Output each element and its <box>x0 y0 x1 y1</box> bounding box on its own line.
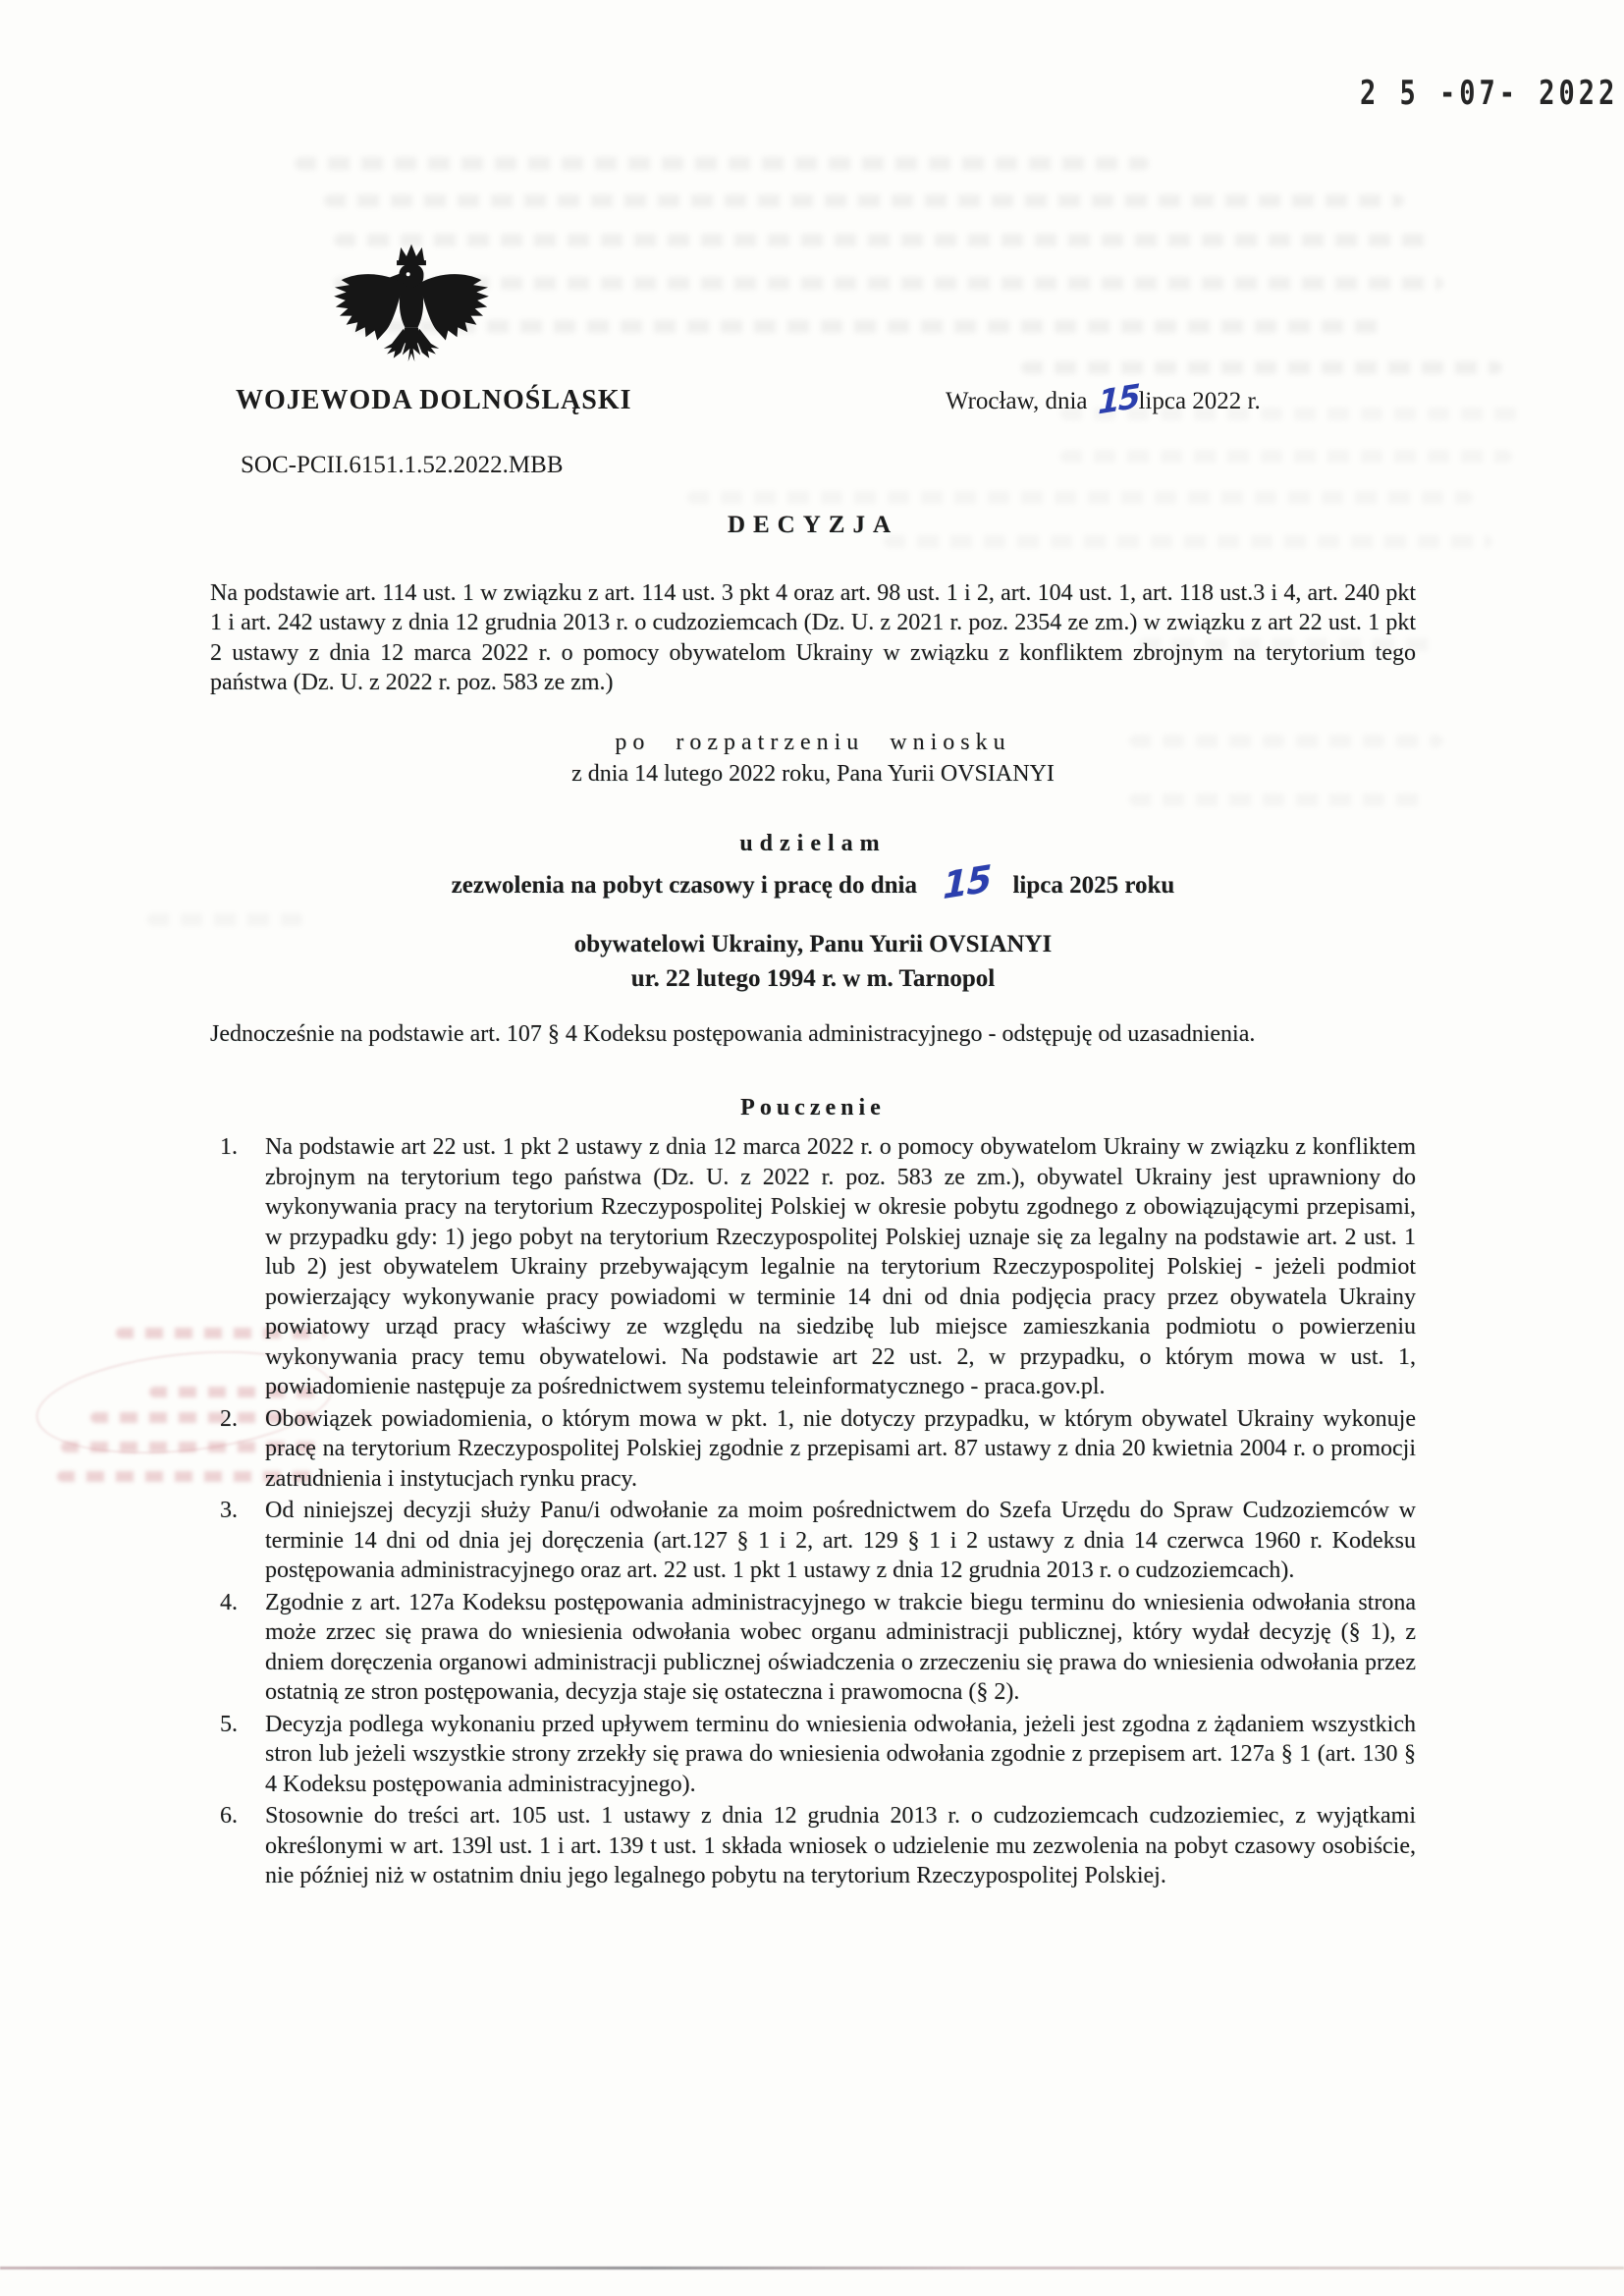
instructions-title: Pouczenie <box>740 1094 886 1121</box>
instruction-item <box>210 1710 1416 1800</box>
birth-date-line: ur. 22 lutego 1994 r. w m. Tarnopol <box>630 964 996 992</box>
place-date-line <box>946 376 1261 422</box>
bleed-through-smudge <box>324 194 1404 207</box>
instruction-item <box>210 1588 1416 1708</box>
instruction-text: Od niniejszej decyzji służy Panu/i odwołanie za moim pośrednictwem do Szefa Urzędu do Spraw Cudzoziemców w terminie 14 dni od dnia jej doręczenia (art.127 § 1 i 2, art. 129 § 1 i 2 ustawy z dnia 14 czerwca 1960 r. Kodeksu postępowania administracyjnego oraz art. 22 ust. 1 pkt 1 ustawy z dnia 12 grudnia 2013 r. o cudzoziemcach). <box>265 1498 1416 1583</box>
bleed-through-smudge <box>687 491 1473 504</box>
handwritten-expiry-day: 15 <box>942 856 992 908</box>
instruction-number: 3. <box>220 1498 238 1523</box>
scan-edge-line <box>0 2267 1624 2269</box>
justification-waiver-line: Jednocześnie na podstawie art. 107 § 4 Kodeksu postępowania administracyjnego - odstępuję od uzasadnienia. <box>210 1021 1256 1047</box>
instruction-number: 5. <box>220 1711 238 1737</box>
instruction-number: 6. <box>220 1803 238 1829</box>
instruction-text: Decyzja podlega wykonaniu przed upływem terminu do wniesienia odwołania, jeżeli jest zgodna z żądaniem wszystkich stron lub jeżeli wszystkie strony zrzekły się prawa do wniesienia odwołania zgodnie z przepisem art. 127a § 1 (art. 130 § 4 Kodeksu postępowania administracyjnego). <box>265 1711 1416 1797</box>
bleed-through-smudge <box>295 157 1149 170</box>
document-body <box>210 511 1416 1893</box>
grant-detail-line <box>210 856 1416 908</box>
bleed-through-smudge <box>334 234 1434 246</box>
bleed-through-smudge <box>334 277 1443 290</box>
polish-eagle-emblem <box>330 228 493 381</box>
bleed-through-smudge <box>1060 450 1512 463</box>
handwritten-day-of-issue: 15 <box>1097 376 1139 422</box>
instruction-text: Obowiązek powiadomienia, o którym mowa w pkt. 1, nie dotyczy przypadku, w którym obywatel Ukrainy wykonuje pracę na terytorium Rzeczypospolitej Polskiej zgodnie z przepisami art. 87 ustawy z dnia 20 kwietnia 2004 r. o promocji zatrudnienia i instytucjach rynku pracy. <box>265 1405 1416 1492</box>
grant-word-line: udzielam <box>739 830 887 856</box>
instruction-number: 1. <box>220 1134 238 1160</box>
after-review-line: po rozpatrzeniu wniosku <box>615 729 1011 755</box>
bleed-through-smudge <box>1021 361 1502 374</box>
legal-basis-paragraph: Na podstawie art. 114 ust. 1 w związku z art. 114 ust. 3 pkt 4 oraz art. 98 ust. 1 i 2, art. 104 ust. 1, art. 118 ust.3 i 4, art. 240 pkt 1 i art. 242 ustawy z dnia 12 grudnia 2013 r. o cudzoziemcach (Dz. U. z 2021 r. poz. 2354 ze zm.) w związku z art 22 ust. 1 pkt 2 ustawy z dnia 12 marca 2022 r. o pomocy obywatelom Ukrainy w związku z konfliktem zbrojnym na terytorium tego państwa (Dz. U. z 2022 r. poz. 583 ze zm.) <box>210 579 1416 695</box>
instruction-number: 4. <box>220 1589 238 1615</box>
instructions-list <box>210 1132 1416 1891</box>
application-line: z dnia 14 lutego 2022 roku, Pana Yurii OVSIANYI <box>571 761 1055 787</box>
place-date-prefix: Wrocław, dnia <box>946 388 1088 414</box>
instruction-item <box>210 1496 1416 1586</box>
instruction-item <box>210 1801 1416 1891</box>
instruction-number: 2. <box>220 1405 238 1432</box>
reference-number: SOC-PCII.6151.1.52.2022.MBB <box>241 452 564 478</box>
instruction-text: Na podstawie art 22 ust. 1 pkt 2 ustawy z dnia 12 marca 2022 r. o pomocy obywatelom Ukrainy w związku z konfliktem zbrojnym na terytorium tego państwa (Dz. U. z 2022 r. poz. 583 ze zm.), obywatel Ukrainy jest uprawniony do wykonywania pracy na terytorium Rzeczypospolitej Polskiej w okresie pobytu zgodnego z obowiązującymi przepisami, w przypadku gdy: 1) jego pobyt na terytorium Rzeczypospolitej Polskiej uznaje się za legalny na podstawie art. 2 ust. 1 lub 2) jest obywatelem Ukrainy przebywającym legalnie na terytorium Rzeczypospolitej Polskiej - jeżeli podmiot powierzający wykonywanie pracy powiadomi w terminie 14 dni od dnia podjęcia pracy przez obywatela Ukrainy powiatowy urząd pracy właściwy ze względu na siedzibę lub miejsce zamieszkania podmiotu o powierzeniu wykonywania pracy temu obywatelowi. Na podstawie art 22 ust. 2, w przypadku, o którym mowa w ust. 1, powiadomienie następuje za pośrednictwem systemu teleinformatycznego - praca.gov.pl. <box>265 1134 1416 1399</box>
bleed-through-smudge <box>353 320 1384 333</box>
grant-detail-prefix: zezwolenia na pobyt czasowy i pracę do dnia <box>451 872 917 899</box>
instruction-text: Zgodnie z art. 127a Kodeksu postępowania administracyjnego w trakcie biegu terminu do wniesienia odwołania strona może zrzec się prawa do wniesienia odwołania wobec organu administracji publicznej, który wydał decyzję (§ 1), z dniem doręczenia organowi administracji publicznej oświadczenia o zrzeczeniu się prawa do wniesienia odwołania przez ostatnią ze stron postępowania, decyzja staje się ostateczna i prawomocna (§ 2). <box>265 1589 1416 1705</box>
grant-detail-suffix: lipca 2025 roku <box>1012 872 1175 899</box>
instruction-item <box>210 1132 1416 1402</box>
beneficiary-line: obywatelowi Ukrainy, Panu Yurii OVSIANYI <box>573 931 1053 957</box>
place-date-suffix: lipca 2022 r. <box>1138 388 1261 414</box>
authority-name: WOJEWODA DOLNOŚLĄSKI <box>236 385 632 415</box>
instruction-item <box>210 1404 1416 1495</box>
instruction-text: Stosownie do treści art. 105 ust. 1 ustawy z dnia 12 grudnia 2013 r. o cudzoziemcach cudzoziemiec, z wyjątkami określonymi w art. 139l ust. 1 i art. 139 t ust. 1 składa wniosek o udzielenie mu zezwolenia na pobyt czasowy osobiście, nie później niż w ostatnim dniu jego legalnego pobytu na terytorium Rzeczypospolitej Polskiej. <box>265 1803 1416 1888</box>
decision-title: DECYZJA <box>727 512 899 538</box>
received-date-stamp: 2 5 -07- 2022 <box>1360 75 1619 113</box>
